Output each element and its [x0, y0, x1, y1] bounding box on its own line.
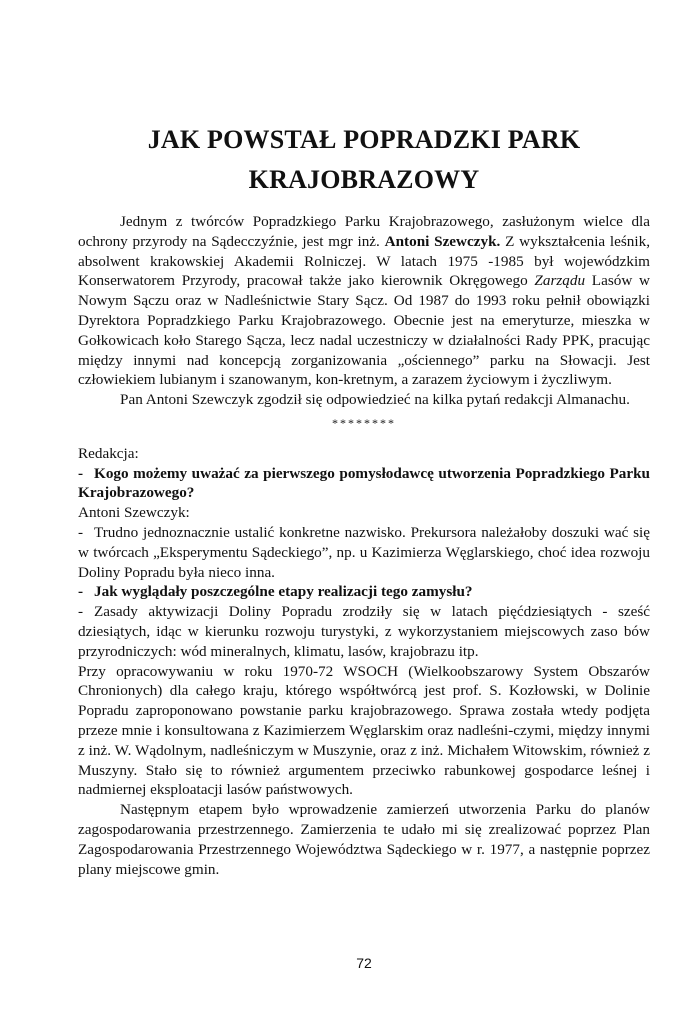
intro-paragraph-2: Pan Antoni Szewczyk zgodził się odpowiedzieć na kilka pytań redakcji Almanachu.: [120, 391, 630, 409]
answer-2: - Zasady aktywizacji Doliny Popradu zrodziły się w latach pięćdziesiątych - sześć dziesiątych, idąc w kierunku rozwoju turystyki, z wykorzystaniem miejscowych zaso bów przyrodniczych: wód mineralnych, klimatu, lasów, krajobrazu itp.: [78, 603, 650, 660]
section-separator: ********: [332, 415, 396, 430]
article-body: [78, 212, 650, 879]
author-name: Antoni Szewczyk.: [384, 232, 501, 250]
speaker-redakcja: Redakcja:: [78, 444, 139, 462]
answer-2-paragraph-2: Przy opracowywaniu w roku 1970-72 WSOCH (Wielkoobszarowy System Obszarów Chronionych) dla całego kraju, którego współtwórcą jest prof. S. Kozłowski, w Dolinie Popradu zaproponowano powstanie parku krajobrazowego. Sprawa została wtedy podjęta przeze mnie i konsultowana z Kazimierzem Węglarskim oraz nadleśni-czymi, między innymi z inż. W. Wądolnym, nadleśniczym w Muszynie, oraz z inż. Michałem Witowskim, również z Muszyny. Stało się to również argumentem przeciwko rabunkowej gospodarce leśnej i nadmiernej eksploatacji lasów państwowych.: [78, 662, 650, 799]
question-1: - Kogo możemy uważać za pierwszego pomysłodawcę utworzenia Popradzkiego Parku Krajobrazowego?: [78, 464, 650, 502]
title-line-1: JAK POWSTAŁ POPRADZKI PARK: [147, 125, 581, 154]
page-title: [78, 120, 650, 200]
question-2: - Jak wyglądały poszczególne etapy realizacji tego zamysłu?: [78, 583, 473, 601]
title-line-2: KRAJOBRAZOWY: [248, 165, 480, 194]
answer-1: - Trudno jednoznacznie ustalić konkretne nazwisko. Prekursora należałoby doszuki wać się w twórcach „Eksperymentu Sądeckiego”, np. u Kazimierza Węglarskiego, choć idea rozwoju Doliny Popradu była nieco inna.: [78, 523, 650, 581]
intro-paragraph: Jednym z twórców Popradzkiego Parku Krajobrazowego, zasłużonym wielce dla ochrony przyrody na Sądecczyźnie, jest mgr inż. Antoni Szewczyk. Z wykształcenia leśnik, absolwent krakowskiej Akademii Rolniczej. W latach 1975 -1985 był wojewódzkim Konserwatorem Przyrody, pracował także jako kierownik Okręgowego Zarządu Lasów w Nowym Sączu oraz w Nadleśnictwie Stary Sącz. Od 1987 do 1993 roku pełnił obowiązki Dyrektora Popradzkiego Parku Krajobrazowego. Obecnie jest na emeryturze, mieszka w Gołkowicach koło Starego Sącza, lecz nadal uczestniczy w działalności Rady PPK, pracując między innymi nad koncepcją zorganizowania „ościennego” parku na Słowacji. Jest człowiekiem lubianym i szanowanym, kon-kretnym, a zarazem życiowym i życzliwym.: [78, 213, 651, 389]
page-number: 72: [356, 955, 372, 971]
answer-2-paragraph-3: Następnym etapem było wprowadzenie zamierzeń utworzenia Parku do planów zagospodarowania przestrzennego. Zamierzenia te udało mi się zrealizować poprzez Plan Zagospodarowania Przestrzennego Województwa Sądeckiego w r. 1977, a następnie poprzez plany miejscowe gmin.: [78, 801, 650, 878]
speaker-szewczyk: Antoni Szewczyk:: [78, 504, 190, 522]
